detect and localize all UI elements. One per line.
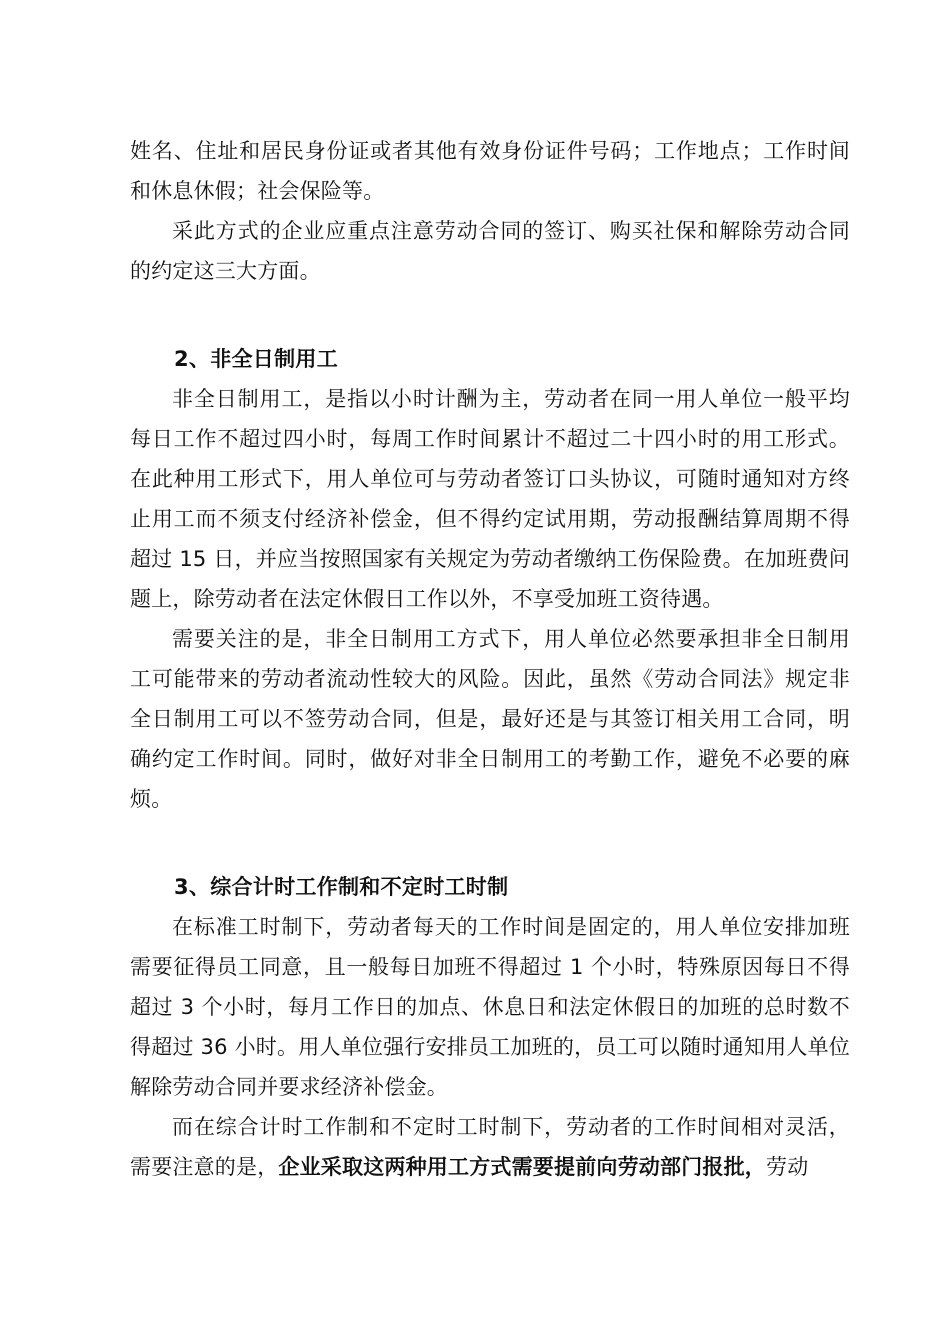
paragraph-flexible-hours-emphasis: 企业采取这两种用工方式需要提前向劳动部门报批， <box>278 1155 767 1179</box>
paragraph-part-time-definition: 非全日制用工，是指以小时计酬为主，劳动者在同一用人单位一般平均每日工作不超过四小时，每周工作时间累计不超过二十四小时的用工形式。在此种用工形式下，用人单位可与劳动者签订口头协议，可随时通知对方终止用工而不须支付经济补偿金，但不得约定试用期，劳动报酬结算周期不得超过 15 日，并应当按照国家有关规定为劳动者缴纳工伤保险费。在加班费问题上，除劳动者在法定休假日工作以外，不享受加班工资待遇。 <box>130 387 850 611</box>
section-spacer <box>130 819 850 867</box>
paragraph-flexible-hours <box>130 1107 850 1187</box>
document-body <box>130 131 850 1187</box>
section-spacer <box>130 291 850 339</box>
paragraph-standard-hours: 在标准工时制下，劳动者每天的工作时间是固定的，用人单位安排加班需要征得员工同意，且一般每日加班不得超过 1 个小时，特殊原因每日不得超过 3 个小时，每月工作日的加点、休息日和法定休假日的加班的总时数不得超过 36 小时。用人单位强行安排员工加班的，员工可以随时通知用人单位解除劳动合同并要求经济补偿金。 <box>130 915 850 1099</box>
paragraph-flexible-hours-text: 而在综合计时工作制和不定时工时制下，劳动者的工作时间相对灵活，需要注意的是， <box>130 1115 850 1179</box>
paragraph-contract-items: 姓名、住址和居民身份证或者其他有效身份证件号码；工作地点；工作时间和休息休假；社会保险等。 <box>130 139 850 203</box>
paragraph-key-points: 采此方式的企业应重点注意劳动合同的签订、购买社保和解除劳动合同的约定这三大方面。 <box>130 219 850 283</box>
heading-part-time-employment: 2、非全日制用工 <box>174 347 339 371</box>
paragraph-part-time-risk: 需要关注的是，非全日制用工方式下，用人单位必然要承担非全日制用工可能带来的劳动者流动性较大的风险。因此，虽然《劳动合同法》规定非全日制用工可以不签劳动合同，但是，最好还是与其签订相关用工合同，明确约定工作时间。同时，做好对非全日制用工的考勤工作，避免不必要的麻烦。 <box>130 627 850 811</box>
heading-working-hours-systems: 3、综合计时工作制和不定时工时制 <box>174 875 509 899</box>
paragraph-flexible-hours-tail: 劳动 <box>766 1155 809 1179</box>
